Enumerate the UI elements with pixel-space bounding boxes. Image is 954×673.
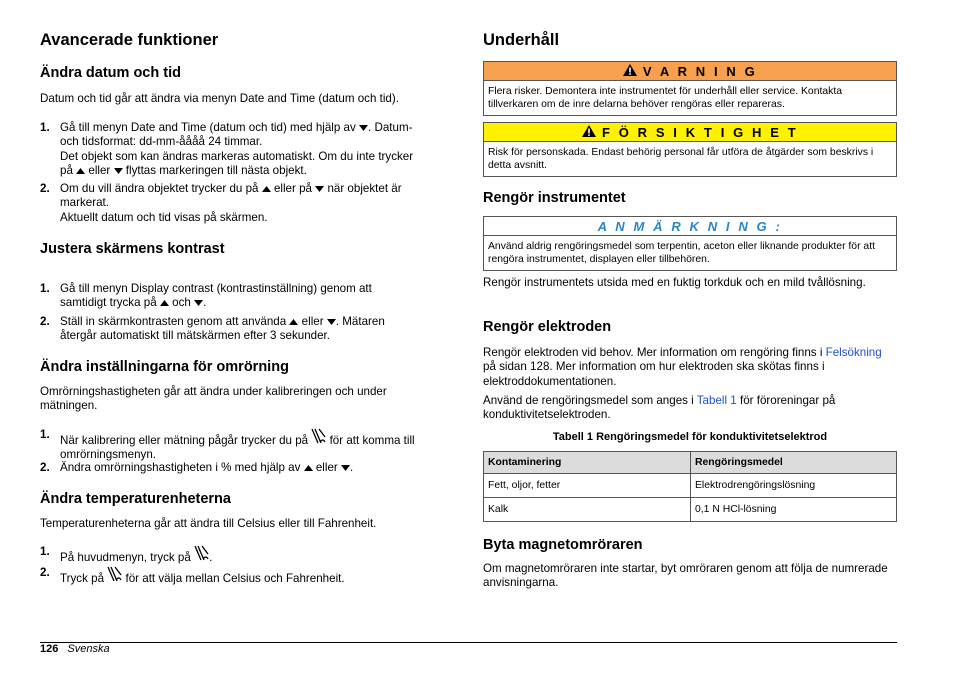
step-number: 2. — [40, 461, 50, 474]
notice-label: A N M Ä R K N I N G : — [484, 217, 896, 236]
step-text: när objektet är — [327, 182, 402, 195]
paragraph-text: på sidan 128. Mer information om hur elektroden ska skötas finns i elektroddokumentationen. — [483, 360, 825, 388]
section-heading-temperature: Ändra temperaturenheterna — [40, 491, 231, 507]
caution-text: Risk för personskada. Endast behörig personal får utföra de åtgärder som beskrivs i detta avsnitt. — [488, 147, 874, 172]
step-text: eller på — [273, 182, 312, 195]
step-text: När kalibrering eller mätning pågår trycker du på — [60, 434, 309, 447]
stir-key-icon — [194, 545, 209, 565]
step-text: Om du vill ändra objektet trycker du på — [60, 182, 259, 195]
table-header: Kontaminering — [484, 452, 691, 474]
step-number: 1. — [40, 282, 50, 295]
step-text: . — [209, 551, 213, 564]
stir-key-icon — [107, 566, 122, 586]
step-text: eller — [301, 315, 324, 328]
step-text: flyttas markeringen till nästa objekt. — [125, 164, 307, 178]
warning-label: V A R N I N G — [642, 64, 758, 79]
list-item — [40, 428, 460, 462]
section-heading-clean-instrument: Rengör instrumentet — [483, 190, 626, 206]
troubleshooting-link[interactable]: Felsökning — [825, 346, 882, 359]
cleaning-table — [483, 451, 897, 522]
step-text: Ställ in skärmkontrasten genom att använda — [60, 315, 287, 328]
intro-line: Omrörningshastigheten går att ändra under kalibreringen och under — [40, 385, 387, 398]
step-number: 1. — [40, 121, 50, 134]
step-text: för att komma till — [329, 434, 415, 447]
warning-box — [483, 61, 897, 116]
table-row — [484, 498, 897, 522]
step-text: . — [203, 296, 207, 310]
step-text: Gå till menyn Date and Time (datum och tid) med hjälp av — [60, 121, 356, 134]
temperature-intro: Temperaturenheterna går att ändra till Celsius eller till Fahrenheit. — [40, 517, 377, 530]
paragraph-text: för föroreningar på konduktivitetselektroden. — [483, 394, 836, 422]
footer-divider — [40, 642, 897, 643]
step-text: eller — [88, 164, 111, 178]
step-text: På huvudmenyn, tryck på — [60, 551, 191, 564]
clean-electrode-paragraph — [483, 346, 897, 389]
step-text: . — [350, 461, 354, 474]
down-arrow-icon — [359, 121, 368, 135]
step-text: på — [60, 164, 73, 178]
step-text: samtidigt trycka på — [60, 296, 157, 310]
table-1-link[interactable]: Tabell 1 — [696, 394, 737, 407]
step-text: för att välja mellan Celsius och Fahrenheit. — [125, 572, 345, 585]
table-header-row — [484, 452, 897, 474]
footer-language: Svenska — [67, 643, 110, 655]
caution-box — [483, 122, 897, 177]
warning-triangle-icon — [623, 62, 637, 81]
up-arrow-icon — [160, 296, 169, 310]
table-row — [484, 474, 897, 498]
table-cell: 0,1 N HCl-lösning — [691, 498, 897, 522]
step-text: Gå till menyn Display contrast (kontrastinställning) genom att — [60, 282, 372, 295]
step-text: återgår automatiskt till mätskärmen efter 3 sekunder. — [60, 329, 330, 343]
date-time-intro: Datum och tid går att ändra via menyn Date and Time (datum och tid). — [40, 92, 399, 105]
notice-box — [483, 216, 897, 271]
section-heading-clean-electrode: Rengör elektroden — [483, 319, 612, 335]
step-number: 2. — [40, 182, 50, 195]
step-number: 2. — [40, 566, 50, 579]
up-arrow-icon — [289, 315, 298, 329]
section-heading-date-time: Ändra datum och tid — [40, 65, 181, 81]
step-text: Ändra omrörningshastigheten i % med hjälp av — [60, 461, 301, 474]
down-arrow-icon — [114, 164, 123, 178]
page-footer — [40, 643, 110, 655]
down-arrow-icon — [341, 461, 350, 475]
list-item — [40, 121, 460, 178]
down-arrow-icon — [194, 296, 203, 310]
table-cell: Elektrodrengöringslösning — [691, 474, 897, 498]
paragraph-text: Rengör elektroden vid behov. Mer information om rengöring finns i — [483, 346, 823, 359]
step-text: . Mätaren — [335, 315, 385, 328]
list-item — [40, 282, 460, 310]
down-arrow-icon — [327, 315, 336, 329]
step-text: markerat. — [60, 196, 109, 210]
step-number: 1. — [40, 545, 50, 558]
step-text: Det objekt som kan ändras markeras automatiskt. Om du inte trycker — [60, 149, 414, 163]
list-item — [40, 315, 460, 343]
paragraph-text: Använd de rengöringsmedel som anges i — [483, 394, 694, 407]
clean-instrument-text: Rengör instrumentets utsida med en fuktig torkduk och en mild tvållösning. — [483, 276, 866, 289]
caution-label: F Ö R S I K T I G H E T — [601, 125, 799, 140]
page-title: Avancerade funktioner — [40, 31, 219, 49]
up-arrow-icon — [304, 461, 313, 475]
list-item — [40, 545, 460, 564]
table-header: Rengöringsmedel — [691, 452, 897, 474]
page-number: 126 — [40, 643, 59, 655]
step-text: Tryck på — [60, 572, 105, 585]
step-text: omrörningsmenyn. — [60, 448, 157, 462]
down-arrow-icon — [315, 182, 324, 196]
warning-triangle-icon — [582, 123, 596, 142]
up-arrow-icon — [76, 164, 85, 178]
section-heading-stirrer: Byta magnetomröraren — [483, 537, 643, 553]
warning-text: Flera risker. Demontera inte instrumentet för underhåll eller service. Kontakta tillverkaren om de inre delarna behöver rengöras eller repareras. — [488, 86, 843, 111]
step-text: . Datum- — [368, 121, 413, 134]
up-arrow-icon — [262, 182, 271, 196]
maintenance-title: Underhåll — [483, 31, 560, 49]
step-text: och — [172, 296, 191, 310]
step-text: och tidsformat: dd-mm-åååå 24 timmar. — [60, 135, 263, 149]
table-caption: Tabell 1 Rengöringsmedel för konduktivitetselektrod — [552, 431, 828, 443]
step-number: 1. — [40, 428, 50, 441]
stirrer-text: Om magnetomröraren inte startar, byt omröraren genom att följa de numrerade anvisningarna. — [483, 562, 888, 590]
table-cell: Fett, oljor, fetter — [484, 474, 691, 498]
stir-key-icon — [311, 428, 326, 448]
warning-header — [484, 62, 896, 81]
section-heading-contrast: Justera skärmens kontrast — [40, 241, 225, 257]
section-heading-stirring: Ändra inställningarna för omrörning — [40, 359, 289, 375]
list-item — [40, 182, 460, 224]
step-text: eller — [315, 461, 338, 474]
step-text: Aktuellt datum och tid visas på skärmen. — [60, 210, 268, 224]
table-cell: Kalk — [484, 498, 691, 522]
step-number: 2. — [40, 315, 50, 328]
stirring-intro — [40, 385, 460, 414]
list-item — [40, 461, 460, 475]
caution-header — [484, 123, 896, 142]
notice-text: Använd aldrig rengöringsmedel som terpentin, aceton eller liknande produkter för att rengöra instrumentet, displayen eller tillbehören. — [488, 241, 875, 266]
cleaning-agents-paragraph — [483, 394, 897, 423]
list-item — [40, 566, 460, 585]
intro-line: mätningen. — [40, 399, 98, 413]
